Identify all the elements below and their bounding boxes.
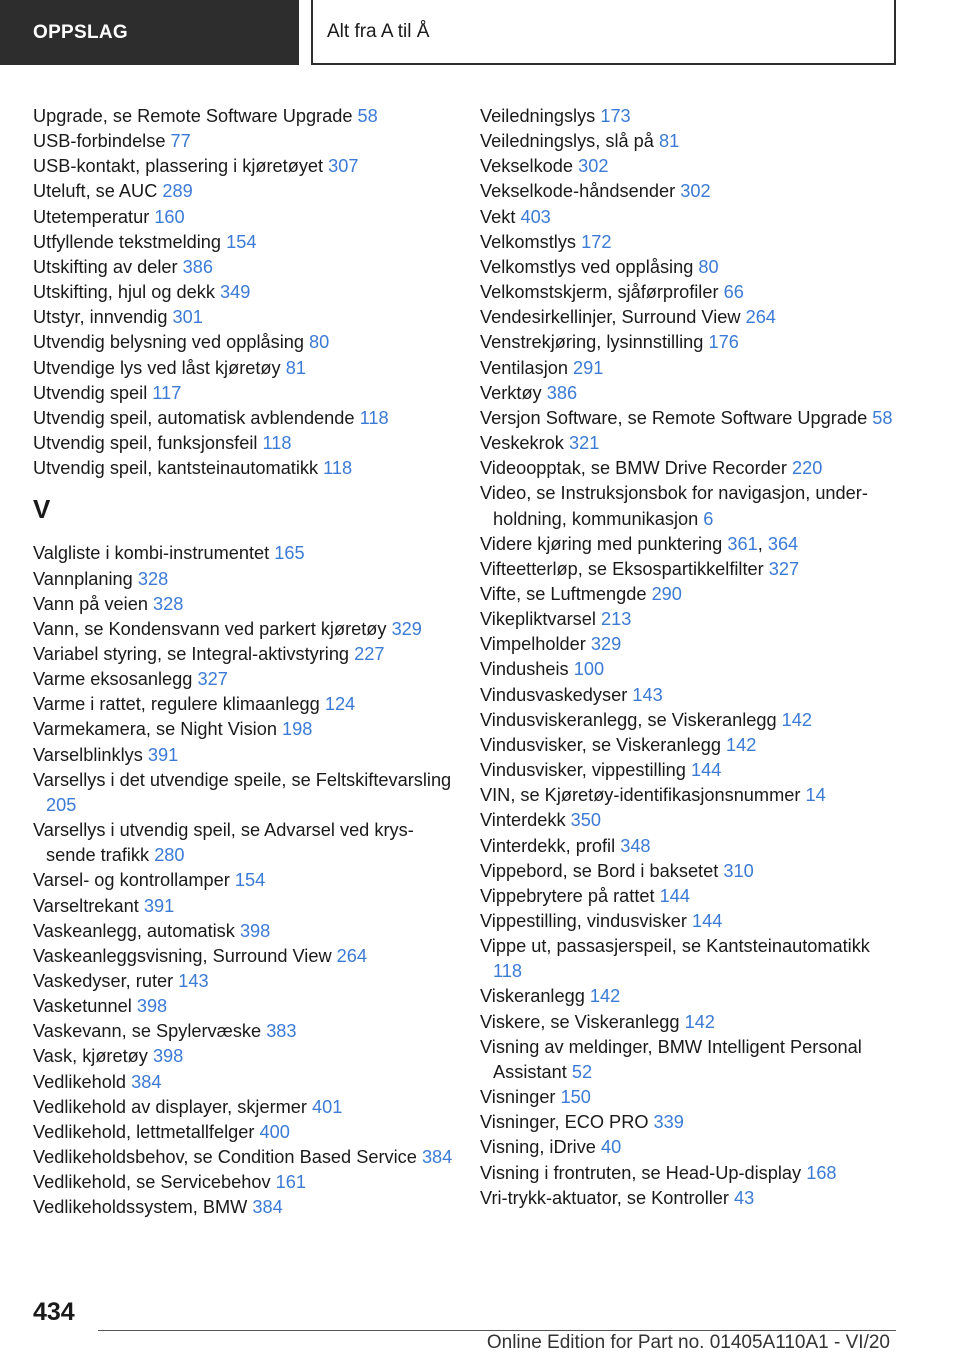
page-link[interactable]: 14 [805, 785, 826, 806]
index-entry-text: Visninger [480, 1087, 556, 1108]
index-entry-text: Verktøy [480, 382, 542, 403]
index-entry [33, 381, 453, 406]
page-link[interactable]: 143 [178, 971, 209, 991]
index-entry [33, 1170, 453, 1195]
index-entry-text: Upgrade, se Remote Software Upgrade [33, 106, 353, 126]
page-link[interactable]: 291 [573, 357, 604, 378]
index-entry [480, 1186, 900, 1211]
page-link[interactable]: 339 [653, 1112, 684, 1133]
index-entry [33, 456, 453, 481]
index-entry-text: Vann på veien [33, 593, 148, 614]
page-link[interactable]: 81 [285, 357, 306, 378]
page-link[interactable]: 400 [259, 1121, 290, 1142]
index-entry-text: Vaskevann, se Spylervæske [33, 1021, 262, 1042]
page-link[interactable]: 118 [493, 961, 522, 982]
page-link[interactable]: 220 [792, 458, 823, 479]
page-link[interactable]: 398 [152, 1046, 184, 1067]
index-column-left [33, 104, 453, 1221]
index-entry [480, 884, 900, 909]
index-entry [33, 230, 453, 255]
index-entry-text: Viskere, se Viskeranlegg [480, 1011, 680, 1032]
page-link[interactable]: 327 [197, 669, 228, 690]
index-entry-text: Varmekamera, se Night Vision [33, 719, 277, 740]
page-link[interactable]: 213 [600, 609, 632, 630]
index-entry-text: Utvendig speil, kantsteinautomatikk [33, 458, 319, 479]
index-entry [33, 104, 453, 129]
index-entry-text: Vippe ut, passasjerspeil, se Kantsteinautomatikk [480, 936, 870, 957]
index-entry [480, 129, 900, 154]
page-link[interactable]: 301 [172, 307, 203, 328]
page-link[interactable]: 398 [239, 920, 271, 941]
index-entry [33, 1095, 453, 1120]
index-entry-text: Visning, iDrive [480, 1137, 596, 1158]
page-link[interactable]: 383 [266, 1021, 297, 1042]
index-entry [480, 834, 900, 859]
index-entry [480, 1010, 900, 1035]
index-entry [480, 255, 900, 280]
index-entry-text: Vikepliktvarsel [480, 609, 596, 630]
page-link[interactable]: 144 [659, 885, 690, 906]
index-entry [33, 1195, 453, 1220]
chapter-title: Alt fra A til Å [327, 20, 430, 42]
index-entry [33, 431, 453, 456]
page-link[interactable]: 384 [131, 1071, 162, 1092]
page-link[interactable]: 154 [234, 870, 266, 891]
index-entry [33, 944, 453, 969]
page-link[interactable]: 205 [46, 794, 77, 815]
index-entry-text: Vedlikeholdssystem, BMW [33, 1197, 248, 1218]
index-entry [480, 557, 900, 582]
index-entry [480, 683, 900, 708]
index-entry [480, 934, 900, 984]
index-entry-text: Vedlikeholdsbehov, se Condition Based Service [33, 1147, 417, 1168]
page-link[interactable]: 100 [573, 659, 605, 680]
index-entry-text: Vedlikehold, se Servicebehov [33, 1172, 271, 1193]
page-link[interactable]: 328 [153, 593, 184, 614]
page-link[interactable]: 58 [357, 106, 378, 126]
index-entry [33, 179, 453, 204]
index-entry-text: Vifteetterløp, se Eksospartikkelfilter [480, 558, 764, 579]
index-entry [33, 1019, 453, 1044]
index-entry-text: Utvendig speil [33, 382, 148, 403]
footer-divider [98, 1330, 896, 1331]
page-link[interactable]: 386 [182, 256, 213, 277]
page-link[interactable]: 401 [312, 1096, 343, 1117]
page-link[interactable]: 144 [691, 911, 723, 931]
page-link[interactable]: 117 [152, 382, 182, 403]
index-entry-text: Vaskedyser, ruter [33, 971, 174, 991]
index-entry [33, 255, 453, 280]
index-entry [33, 743, 453, 768]
index-entry [480, 733, 900, 758]
index-entry-text: Vindusheis [480, 659, 569, 680]
page-link[interactable]: 118 [323, 458, 353, 479]
index-entry [33, 406, 453, 431]
page-link[interactable]: 264 [336, 945, 368, 966]
page-link[interactable]: 58 [872, 407, 893, 428]
page-number: 434 [33, 1298, 75, 1326]
page-link[interactable]: 124 [324, 694, 356, 715]
index-entry [480, 230, 900, 255]
index-entry-text: Veiledningslys [480, 106, 596, 126]
page-link[interactable]: 329 [590, 634, 622, 655]
index-entry [480, 179, 900, 204]
index-entry-text: Velkomstlys ved opplåsing [480, 256, 694, 277]
index-entry [480, 859, 900, 884]
page-link[interactable]: 173 [600, 106, 631, 126]
page-link[interactable]: 150 [560, 1087, 591, 1108]
section-tab [0, 0, 299, 65]
page-link[interactable]: 280 [154, 845, 185, 866]
page-link[interactable]: 43 [734, 1187, 755, 1208]
index-entry [480, 456, 900, 481]
index-entry [480, 1135, 900, 1160]
page-link[interactable]: 142 [684, 1011, 715, 1032]
index-entry [480, 205, 900, 230]
index-entry [480, 154, 900, 179]
index-column-right [480, 104, 900, 1211]
index-entry [33, 592, 453, 617]
page-link[interactable]: 289 [162, 181, 193, 202]
index-entry-text: VIN, se Kjøretøy-identifikasjonsnummer [480, 785, 801, 806]
index-entry-text: Vippebrytere på rattet [480, 885, 655, 906]
index-entry-text: Utvendige lys ved låst kjøretøy [33, 357, 281, 378]
index-entry-text: Vedlikehold av displayer, skjermer [33, 1096, 307, 1117]
index-entry-text: Varme eksosanlegg [33, 669, 193, 690]
index-letter-heading: V [33, 494, 51, 525]
page-link[interactable]: 327 [768, 558, 800, 579]
index-entry-text: Valgliste i kombi-instrumentet [33, 543, 270, 564]
index-entry-text: USB-kontakt, plassering i kjøretøyet [33, 156, 324, 177]
page-link[interactable]: 172 [581, 231, 612, 252]
index-entry [33, 617, 453, 642]
index-entry [33, 205, 453, 230]
index-entry [480, 356, 900, 381]
index-entry-text: Vippestilling, vindusvisker [480, 911, 687, 931]
page-link[interactable]: 198 [282, 719, 313, 740]
index-entry [33, 642, 453, 667]
index-entry-text: Vann, se Kondensvann ved parkert kjøretøy [33, 618, 387, 639]
index-entry-text: Vinterdekk, profil [480, 835, 616, 856]
index-entry-text: Visning i frontruten, se Head-Up-display [480, 1162, 802, 1183]
page-link[interactable]: 321 [568, 433, 600, 454]
page-link[interactable]: 6 [703, 508, 714, 529]
index-entry-text: Uteluft, se AUC [33, 181, 158, 202]
page-link[interactable]: 361 [727, 533, 758, 554]
index-entry-text: Variabel styring, se Integral-aktivstyring [33, 643, 350, 664]
page-link[interactable]: 52 [571, 1061, 593, 1082]
index-entry [480, 305, 900, 330]
page-link[interactable]: 77 [170, 131, 191, 152]
index-entry-text: Varsellys i utvendig speil, se Advarsel ved kryssende trafikk [33, 820, 414, 866]
index-entry-text: Vaskeanleggsvisning, Surround View [33, 945, 332, 966]
page-link[interactable]: 142 [726, 734, 757, 755]
index-entry [33, 1145, 453, 1170]
index-entry [33, 818, 453, 868]
index-entry-text: Varsel- og kontrollamper [33, 870, 230, 891]
index-entry-text: Videoopptak, se BMW Drive Recorder [480, 458, 787, 479]
index-entry: Videre kjøring med punktering 361, 364 [480, 533, 799, 554]
index-entry-text: Utetemperatur [33, 206, 150, 227]
index-entry-text: Visning av meldinger, BMW Intelligent Personal Assistant [480, 1036, 862, 1082]
index-entry [33, 969, 453, 994]
index-entry-text: Vannplaning [33, 568, 133, 589]
page-link[interactable]: 142 [589, 986, 621, 1007]
page-link[interactable]: 384 [252, 1197, 283, 1218]
index-entry-text: Veiledningslys, slå på [480, 131, 654, 152]
index-entry-text: Utskifting, hjul og dekk [33, 282, 215, 303]
index-entry [480, 758, 900, 783]
page-link[interactable]: 161 [275, 1172, 307, 1193]
page-link[interactable]: 386 [546, 382, 578, 403]
index-entry [480, 330, 900, 355]
index-entry [480, 657, 900, 682]
index-entry-text: Vedlikehold, lettmetallfelger [33, 1121, 255, 1142]
index-entry-text: Utstyr, innvendig [33, 307, 168, 328]
page-link[interactable]: 403 [520, 206, 551, 227]
index-entry-text: Vedlikehold [33, 1071, 127, 1092]
page-link[interactable]: 66 [723, 282, 744, 303]
page-link[interactable]: 349 [220, 282, 251, 303]
index-entry-text: Vask, kjøretøy [33, 1046, 148, 1067]
page-link[interactable]: 227 [354, 643, 385, 664]
page-link[interactable]: 290 [651, 583, 682, 604]
page-link[interactable]: 329 [391, 618, 422, 639]
index-entry-text: Vindusvisker, vippestilling [480, 760, 686, 781]
index-entry [33, 692, 453, 717]
page-link[interactable]: 144 [690, 760, 722, 781]
index-entry-text: Veskekrok [480, 433, 564, 454]
index-entry-text: Velkomstskjerm, sjåførprofiler [480, 282, 719, 303]
index-entry-text: Velkomstlys [480, 231, 577, 252]
index-entry-text: Utfyllende tekstmelding [33, 231, 222, 252]
index-entry-text: Varme i rattet, regulere klimaanlegg [33, 694, 320, 715]
index-entry-text: Varsellys i det utvendige speile, se Feltskiftevarsling [33, 769, 452, 790]
index-entry-text: Videre kjøring med punktering [480, 533, 723, 554]
index-entry-text: Vindusvisker, se Viskeranlegg [480, 734, 721, 755]
page-link[interactable]: 168 [806, 1162, 837, 1183]
index-entry [33, 868, 453, 893]
index-entry-text: Vindusvaskedyser [480, 684, 628, 705]
index-entry [33, 280, 453, 305]
index-entry [480, 984, 900, 1009]
index-entry [33, 717, 453, 742]
index-entry-text: Vimpelholder [480, 634, 586, 655]
page-link[interactable]: 384 [421, 1147, 453, 1168]
index-entry-text: Visninger, ECO PRO [480, 1112, 649, 1133]
index-entry-text: Utvendig speil, automatisk avblendende [33, 407, 355, 428]
page-link[interactable]: 398 [136, 996, 168, 1017]
index-entry [33, 919, 453, 944]
page-link[interactable]: 302 [680, 181, 711, 202]
page-link[interactable]: 80 [698, 256, 719, 277]
index-entry-text: Utskifting av deler [33, 256, 178, 277]
index-entry-text: Vendesirkellinjer, Surround View [480, 307, 741, 328]
index-entry-text: Vri-trykk-aktuator, se Kontroller [480, 1187, 729, 1208]
index-entry [33, 667, 453, 692]
index-entry [480, 808, 900, 833]
index-entry [480, 1085, 900, 1110]
index-entry-text: Viskeranlegg [480, 986, 585, 1007]
page-link[interactable]: 118 [359, 407, 389, 428]
index-entry-text: USB-forbindelse [33, 131, 166, 152]
index-entry-text: Versjon Software, se Remote Software Upgrade [480, 407, 868, 428]
page-link[interactable]: 302 [578, 156, 609, 177]
index-entry [33, 1044, 453, 1069]
index-entry-text: Vekselkode-håndsender [480, 181, 676, 202]
page-link[interactable]: 143 [632, 684, 663, 705]
index-entry [33, 305, 453, 330]
index-entry [480, 431, 900, 456]
index-entry [33, 567, 453, 592]
index-entry [33, 994, 453, 1019]
page-link[interactable]: 154 [226, 231, 257, 252]
index-entry [480, 381, 900, 406]
index-entry-text: Vifte, se Luftmengde [480, 583, 647, 604]
index-entry [480, 783, 900, 808]
index-entry [33, 1070, 453, 1095]
page-link[interactable]: 391 [147, 744, 179, 765]
edition-note: Online Edition for Part no. 01405A110A1 - VI/20 [486, 1332, 890, 1353]
page-link[interactable]: 264 [745, 307, 776, 328]
page-link[interactable]: 165 [274, 543, 305, 564]
page-link[interactable]: 350 [570, 810, 602, 831]
chapter-header [311, 0, 896, 65]
index-entry-text: Venstrekjøring, lysinnstilling [480, 332, 704, 353]
page-link[interactable]: 348 [620, 835, 651, 856]
page-link[interactable]: 40 [600, 1137, 622, 1158]
index-entry [480, 280, 900, 305]
index-entry [33, 1120, 453, 1145]
index-entry [480, 104, 900, 129]
page-link[interactable]: 142 [781, 709, 812, 730]
index-entry [33, 541, 453, 566]
index-entry-text: Video, se Instruksjonsbok for navigasjon, underholdning, kommunikasjon [480, 483, 868, 529]
index-entry [33, 330, 453, 355]
index-entry-text: Vekselkode [480, 156, 574, 177]
page-link[interactable]: 176 [708, 332, 739, 353]
index-entry-text: Varseltrekant [33, 895, 139, 916]
index-entry [480, 481, 900, 531]
page-link[interactable]: 310 [723, 860, 754, 881]
index-entry [480, 708, 900, 733]
index-entry [480, 406, 900, 431]
index-entry [33, 894, 453, 919]
index-entry [480, 582, 900, 607]
index-entry-text: Utvendig belysning ved opplåsing [33, 332, 304, 353]
index-entry [33, 154, 453, 179]
page-link[interactable]: 81 [658, 131, 680, 152]
page-link[interactable]: 391 [143, 895, 175, 916]
index-entry [480, 909, 900, 934]
index-entry [33, 768, 453, 818]
index-entry-text: Varselblinklys [33, 744, 143, 765]
page-link[interactable]: 364 [767, 533, 799, 554]
index-entry-text: Vasketunnel [33, 996, 132, 1017]
page-link[interactable]: 118 [262, 433, 292, 454]
index-entry [33, 129, 453, 154]
page-link[interactable]: 160 [154, 206, 185, 227]
index-entry [480, 607, 900, 632]
index-entry-text: Vaskeanlegg, automatisk [33, 920, 235, 941]
page-link[interactable]: 307 [328, 156, 359, 177]
index-entry [480, 1161, 900, 1186]
section-title: OPPSLAG [33, 21, 129, 43]
index-entry [480, 632, 900, 657]
page-link[interactable]: 80 [309, 332, 330, 353]
index-entry-text: Utvendig speil, funksjonsfeil [33, 433, 258, 454]
index-entry-text: Vinterdekk [480, 810, 566, 831]
index-entry-text: Vindusviskeranlegg, se Viskeranlegg [480, 709, 777, 730]
index-entry-text: Vippebord, se Bord i baksetet [480, 860, 719, 881]
index-entry-text: Vekt [480, 206, 516, 227]
page-link[interactable]: 328 [137, 568, 169, 589]
index-entry [480, 1110, 900, 1135]
index-entry [33, 356, 453, 381]
index-entry-text: Ventilasjon [480, 357, 568, 378]
index-entry [480, 1035, 900, 1085]
